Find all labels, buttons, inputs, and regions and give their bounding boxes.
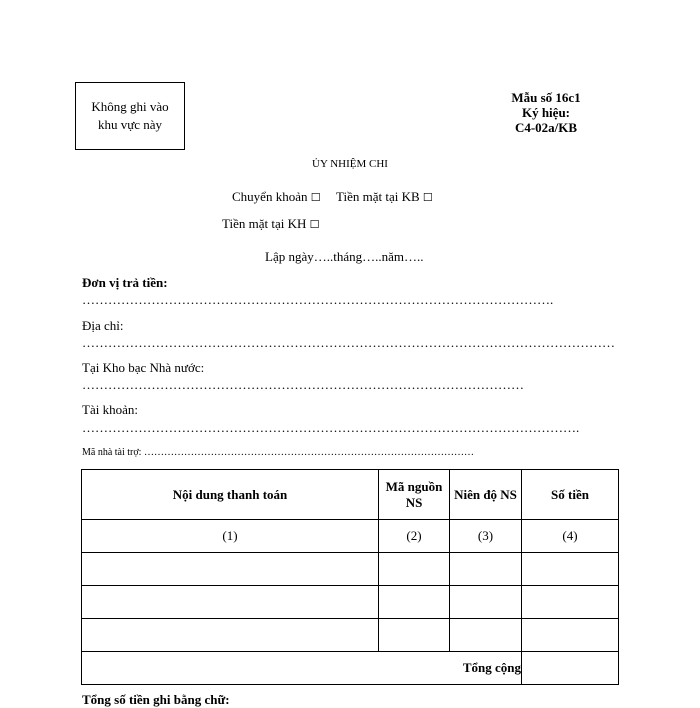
table-cell[interactable] xyxy=(450,586,522,619)
table-cell[interactable] xyxy=(379,586,450,619)
account-label: Tài khoản: xyxy=(82,402,138,417)
table-cell[interactable] xyxy=(522,553,619,586)
total-amount-cell[interactable] xyxy=(522,652,619,685)
table-cell[interactable] xyxy=(522,619,619,652)
option-cash-kh-label: Tiền mặt tại KH xyxy=(222,216,310,231)
header-amount: Số tiền xyxy=(522,470,619,520)
checkbox-icon[interactable]: ☐ xyxy=(310,191,321,204)
amount-in-words-label: Tổng số tiền ghi bằng chữ: xyxy=(82,692,230,707)
index-4: (4) xyxy=(522,520,619,553)
treasury-label: Tại Kho bạc Nhà nước: xyxy=(82,360,205,375)
table-cell[interactable] xyxy=(450,619,522,652)
table-header-row xyxy=(82,470,619,520)
table-row[interactable] xyxy=(82,619,619,652)
index-3: (3) xyxy=(450,520,522,553)
table-row[interactable] xyxy=(82,586,619,619)
header-budget-source: Mã nguồn NS xyxy=(379,470,450,520)
account-dots: ……………………………………………………………………………………………………. xyxy=(82,420,580,435)
address-dots: …………………………………………………………………………………………………………… xyxy=(82,335,615,350)
index-2: (2) xyxy=(379,520,450,553)
table-cell[interactable] xyxy=(522,586,619,619)
form-code xyxy=(496,90,596,135)
sponsor-code-line: Mã nhà tài trợ: ……………………………………………………………………………………… xyxy=(82,447,474,458)
option-transfer[interactable] xyxy=(232,189,321,205)
table-cell[interactable] xyxy=(82,619,379,652)
header-budget-year: Niên độ NS xyxy=(450,470,522,520)
table-cell[interactable] xyxy=(450,553,522,586)
payment-table xyxy=(81,469,619,685)
table-row[interactable] xyxy=(82,553,619,586)
payer-dots: ………………………………………………………………………………………………. xyxy=(82,292,554,307)
option-cash-kb[interactable] xyxy=(336,189,433,205)
date-line: Lập ngày…..tháng…..năm….. xyxy=(265,249,424,264)
option-cash-kb-label: Tiền mặt tại KB xyxy=(336,189,423,204)
form-symbol-label: Ký hiệu: xyxy=(521,105,571,120)
total-label: Tổng cộng xyxy=(82,652,522,685)
document-title: ỦY NHIỆM CHI xyxy=(312,158,388,170)
checkbox-icon[interactable]: ☐ xyxy=(422,191,433,204)
payer-label: Đơn vị trả tiền: xyxy=(82,275,168,290)
table-cell[interactable] xyxy=(82,586,379,619)
no-write-line2: khu vực này xyxy=(97,117,163,132)
table-cell[interactable] xyxy=(379,553,450,586)
option-cash-kh[interactable] xyxy=(222,216,320,232)
treasury-dots: ………………………………………………………………………………………… xyxy=(82,377,524,392)
table-index-row xyxy=(82,520,619,553)
table-cell[interactable] xyxy=(379,619,450,652)
table-cell[interactable] xyxy=(82,553,379,586)
form-symbol-value: C4-02a/KB xyxy=(514,120,578,135)
address-label: Địa chỉ: xyxy=(82,318,124,333)
table-total-row xyxy=(82,652,619,685)
option-transfer-label: Chuyển khoản xyxy=(232,189,311,204)
form-number: Mẫu số 16c1 xyxy=(511,90,581,105)
no-write-line1: Không ghi vào xyxy=(91,99,169,114)
no-write-box xyxy=(75,82,185,150)
header-payment-content: Nội dung thanh toán xyxy=(82,470,379,520)
checkbox-icon[interactable]: ☐ xyxy=(309,218,320,231)
index-1: (1) xyxy=(82,520,379,553)
